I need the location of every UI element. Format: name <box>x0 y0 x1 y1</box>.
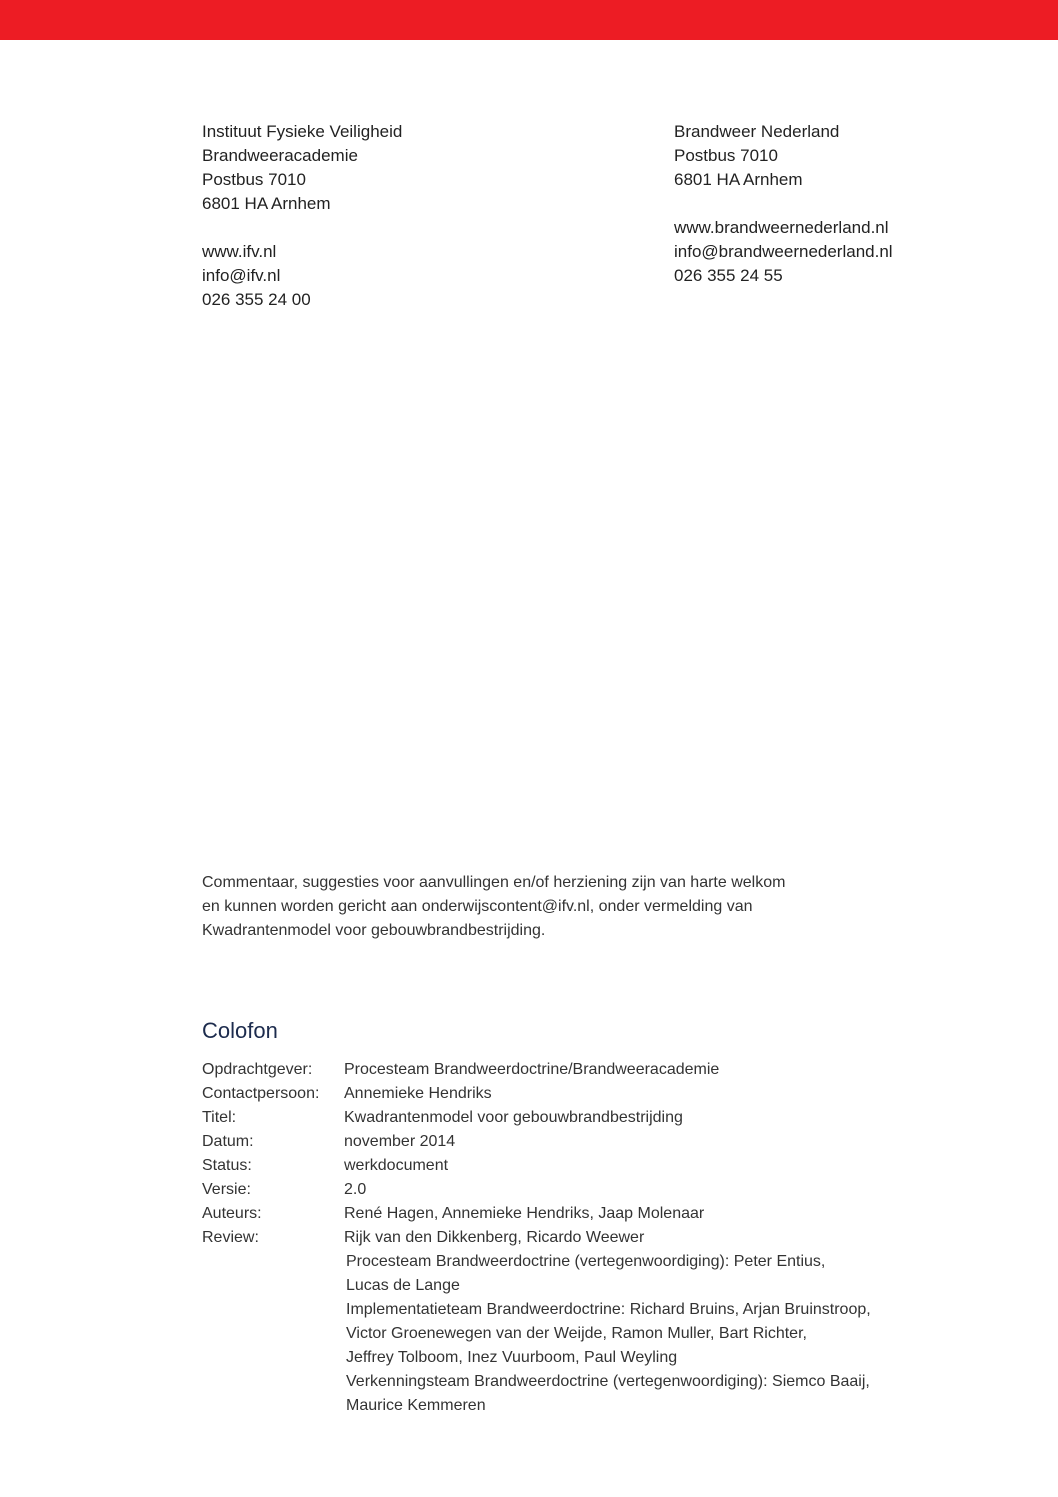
colofon-label: Datum: <box>202 1133 254 1150</box>
address-spacer <box>202 216 402 240</box>
comment-line: Kwadrantenmodel voor gebouwbrandbestrijding. <box>202 922 546 939</box>
review-extra-line: Verkenningsteam Brandweerdoctrine (vertegenwoordiging): Siemco Baaij, <box>346 1373 870 1390</box>
colofon-row-auteurs <box>202 1202 922 1226</box>
colofon-row-review <box>202 1226 922 1250</box>
address-line: Postbus 7010 <box>202 170 306 189</box>
colofon-table <box>202 1058 922 1418</box>
review-extra-line: Lucas de Lange <box>346 1277 460 1294</box>
colofon-label: Opdrachtgever: <box>202 1061 313 1078</box>
colofon-value: René Hagen, Annemieke Hendriks, Jaap Molenaar <box>344 1205 705 1222</box>
colofon-value: werkdocument <box>344 1157 449 1174</box>
colofon-value: Procesteam Brandweerdoctrine/Brandweeracademie <box>344 1061 720 1078</box>
address-line: Brandweeracademie <box>202 146 358 165</box>
colofon-label: Auteurs: <box>202 1205 262 1222</box>
comment-line: en kunnen worden gericht aan onderwijscontent@ifv.nl, onder vermelding van <box>202 898 753 915</box>
address-line: Postbus 7010 <box>674 146 778 165</box>
colofon-value: Kwadrantenmodel voor gebouwbrandbestrijding <box>344 1109 683 1126</box>
review-extra-line: Victor Groenewegen van der Weijde, Ramon Muller, Bart Richter, <box>346 1325 807 1342</box>
address-line: Instituut Fysieke Veiligheid <box>202 122 403 141</box>
phone-number: 026 355 24 55 <box>674 266 783 285</box>
phone-number: 026 355 24 00 <box>202 290 311 309</box>
colofon-label: Versie: <box>202 1181 251 1198</box>
top-red-bar <box>0 0 1058 40</box>
colofon-value: Annemieke Hendriks <box>344 1085 492 1102</box>
website-link[interactable]: www.brandweernederland.nl <box>674 218 889 237</box>
colofon-label: Review: <box>202 1229 259 1246</box>
colofon-value: Rijk van den Dikkenberg, Ricardo Weewer <box>344 1229 645 1246</box>
colofon-row-datum <box>202 1130 922 1154</box>
email-link[interactable]: info@ifv.nl <box>202 266 281 285</box>
email-link[interactable]: info@brandweernederland.nl <box>674 242 893 261</box>
colofon-label: Titel: <box>202 1109 237 1126</box>
address-block-ifv <box>202 120 402 312</box>
colofon-row-versie <box>202 1178 922 1202</box>
colofon-row-opdrachtgever <box>202 1058 922 1082</box>
address-block-brandweer <box>674 120 893 288</box>
website-link[interactable]: www.ifv.nl <box>202 242 277 261</box>
review-extra-line: Maurice Kemmeren <box>346 1397 486 1414</box>
address-line: 6801 HA Arnhem <box>202 194 331 213</box>
colofon-value: november 2014 <box>344 1133 456 1150</box>
comment-line: Commentaar, suggesties voor aanvullingen en/of herziening zijn van harte welkom <box>202 874 786 891</box>
address-spacer <box>674 192 893 216</box>
review-extra-line: Jeffrey Tolboom, Inez Vuurboom, Paul Weyling <box>346 1349 678 1366</box>
colofon-row-contactpersoon <box>202 1082 922 1106</box>
address-line: 6801 HA Arnhem <box>674 170 803 189</box>
review-extra-line: Implementatieteam Brandweerdoctrine: Richard Bruins, Arjan Bruinstroop, <box>346 1301 871 1318</box>
colofon-heading: Colofon <box>202 1018 278 1043</box>
address-line: Brandweer Nederland <box>674 122 840 141</box>
colofon-label: Status: <box>202 1157 252 1174</box>
review-extra-line: Procesteam Brandweerdoctrine (vertegenwoordiging): Peter Entius, <box>346 1253 826 1270</box>
colofon-row-titel <box>202 1106 922 1130</box>
colofon-label: Contactpersoon: <box>202 1085 320 1102</box>
colofon-row-status <box>202 1154 922 1178</box>
review-extra-list <box>202 1250 922 1418</box>
colofon-value: 2.0 <box>344 1181 367 1198</box>
comment-paragraph <box>202 871 842 943</box>
